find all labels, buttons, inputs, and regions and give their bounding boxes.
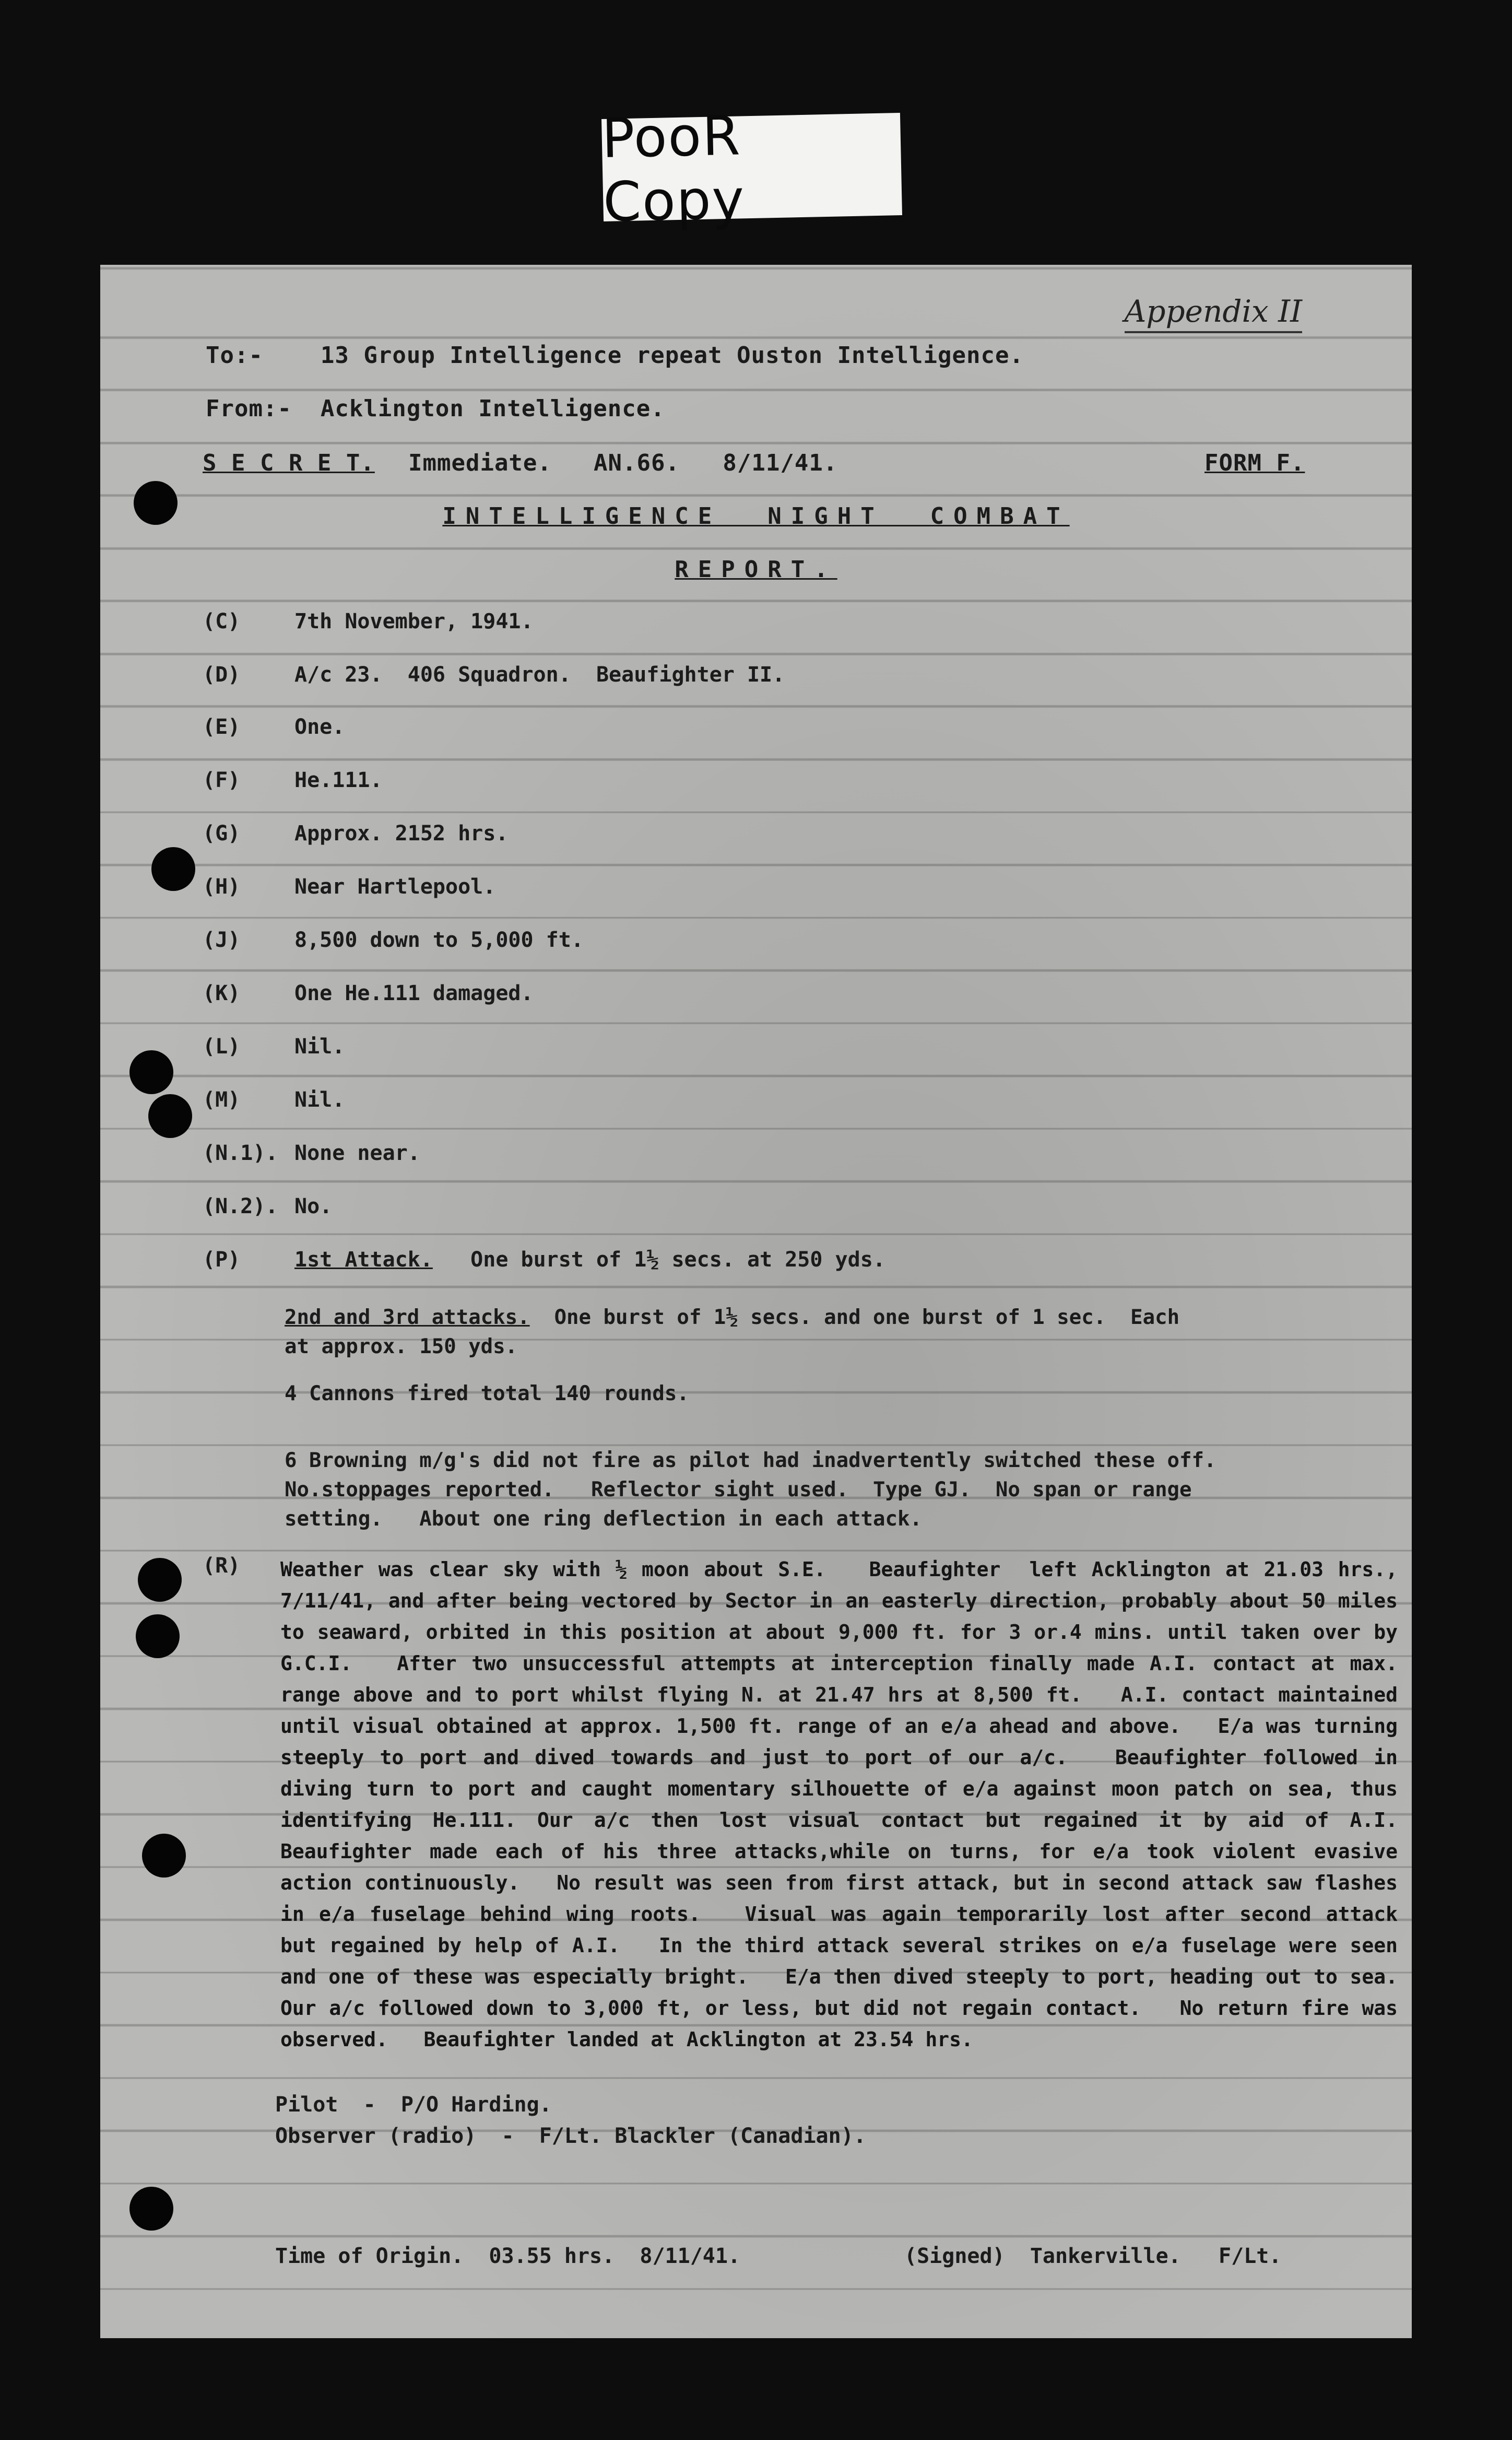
attack23-text: One burst of 1½ secs. and one burst of 1 sec. Each at approx. 150 yds. — [285, 1306, 1180, 1358]
pilot-line: Pilot - P/O Harding. — [275, 2093, 552, 2117]
item-row — [203, 663, 785, 687]
item-key: (D) — [203, 663, 241, 687]
item-value: One. — [294, 715, 345, 739]
item-value: Nil. — [294, 1035, 345, 1059]
item-key: (P) — [203, 1248, 241, 1272]
item-value: 7th November, 1941. — [294, 609, 534, 634]
item-key: (N.2). — [203, 1194, 278, 1218]
item-row — [203, 928, 584, 952]
item-key: (G) — [203, 822, 241, 846]
punch-hole — [136, 1614, 180, 1658]
item-value: Near Hartlepool. — [294, 875, 496, 899]
signature-line: (Signed) Tankerville. F/Lt. — [904, 2244, 1282, 2268]
immediate-mark: Immediate. — [408, 450, 552, 476]
from-line: From:- Acklington Intelligence. — [206, 395, 665, 422]
item-row — [203, 1194, 332, 1218]
attack-row — [203, 1248, 885, 1272]
appendix-annotation: Appendix II — [1125, 294, 1302, 333]
item-value: No. — [294, 1194, 333, 1218]
report-title: INTELLIGENCE NIGHT COMBAT — [442, 503, 1070, 530]
poor-copy-label — [601, 103, 902, 234]
poor-copy-text: PooR Copy — [601, 103, 746, 234]
attacks-2-3-paragraph — [285, 1303, 1397, 1362]
item-row — [203, 981, 534, 1005]
item-key: (N.1). — [203, 1141, 278, 1165]
item-value: None near. — [294, 1141, 420, 1165]
secret-mark: S E C R E T. — [203, 450, 375, 476]
item-key: (C) — [203, 609, 241, 634]
item-value: A/c 23. 406 Squadron. Beaufighter II. — [294, 663, 785, 687]
item-value: 8,500 down to 5,000 ft. — [294, 928, 584, 952]
item-row — [203, 609, 534, 634]
item-row — [203, 822, 508, 846]
item-key: (L) — [203, 1035, 241, 1059]
item-value: He.111. — [294, 768, 383, 792]
narrative-key: (R) — [203, 1554, 241, 1578]
punch-hole — [142, 1834, 186, 1878]
item-row — [203, 875, 495, 899]
item-key: (F) — [203, 768, 241, 792]
punch-hole — [151, 847, 195, 891]
to-line: To:- 13 Group Intelligence repeat Ouston Intelligence. — [206, 342, 1024, 369]
item-key: (M) — [203, 1088, 241, 1112]
message-reference: AN.66. 8/11/41. — [594, 450, 838, 476]
item-row — [203, 1035, 345, 1059]
item-key: (H) — [203, 875, 241, 899]
item-key: (E) — [203, 715, 241, 739]
item-value: Nil. — [294, 1088, 345, 1112]
form-label: FORM F. — [1204, 450, 1305, 476]
item-value: One He.111 damaged. — [294, 981, 534, 1005]
cannons-paragraph: 4 Cannons fired total 140 rounds. — [285, 1382, 689, 1405]
item-key: (K) — [203, 981, 241, 1005]
item-value: Approx. 2152 hrs. — [294, 822, 509, 846]
item-row — [203, 768, 383, 792]
punch-hole — [129, 1050, 173, 1094]
punch-hole — [138, 1558, 182, 1602]
item-key: (J) — [203, 928, 241, 952]
attack1-text: One burst of 1½ secs. at 250 yds. — [432, 1248, 885, 1272]
punch-hole — [148, 1094, 192, 1138]
item-row — [203, 1141, 420, 1165]
document-page — [100, 265, 1434, 2338]
attack23-label: 2nd and 3rd attacks. — [285, 1306, 530, 1329]
brownings-paragraph: 6 Browning m/g's did not fire as pilot had inadvertently switched these off. No.stoppages reported. Reflector sight used. Type GJ. No span or range setting. About one ring deflection in each attack. — [285, 1449, 1216, 1531]
item-row — [203, 1088, 345, 1112]
combat-narrative: Weather was clear sky with ½ moon about S.E. Beaufighter left Acklington at 21.03 hrs., 7/11/41, and after being vectored by Sector in an easterly direction, probably about 50 miles to seaward, orbited in this position at about 9,000 ft. for 3 or.4 mins. until taken over by G.C.I. After two unsuccessful attempts at interception finally made A.I. contact at max. range above and to port whilst flying N. at 21.47 hrs at 8,500 ft. A.I. contact maintained until visual obtained at approx. 1,500 ft. range of an e/a ahead and above. E/a was turning steeply to port and dived towards and just to port of our a/c. Beaufighter followed in diving turn to port and caught momentary silhouette of e/a against moon patch on sea, thus identifying He.111. Our a/c then lost visual contact but regained it by aid of A.I. Beaufighter made each of his three attacks,while on turns, for e/a took violent evasive action continuously. No result was seen from first attack, but in second attack saw flashes in e/a fuselage behind wing roots. Visual was again temporarily lost after second attack but regained by help of A.I. In the third attack several strikes on e/a fuselage were seen and one of these was especially bright. E/a then dived steeply to port, heading out to sea. Our a/c followed down to 3,000 ft, or less, but did not regain contact. No return fire was observed. Beaufighter landed at Acklington at 23.54 hrs. — [280, 1558, 1434, 2051]
report-subtitle: REPORT. — [675, 556, 837, 583]
time-of-origin: Time of Origin. 03.55 hrs. 8/11/41. — [275, 2244, 741, 2268]
attack1-label: 1st Attack. — [294, 1248, 433, 1272]
punch-hole — [129, 2187, 173, 2231]
observer-line: Observer (radio) - F/Lt. Blackler (Canadian). — [275, 2124, 866, 2148]
item-row — [203, 715, 345, 739]
